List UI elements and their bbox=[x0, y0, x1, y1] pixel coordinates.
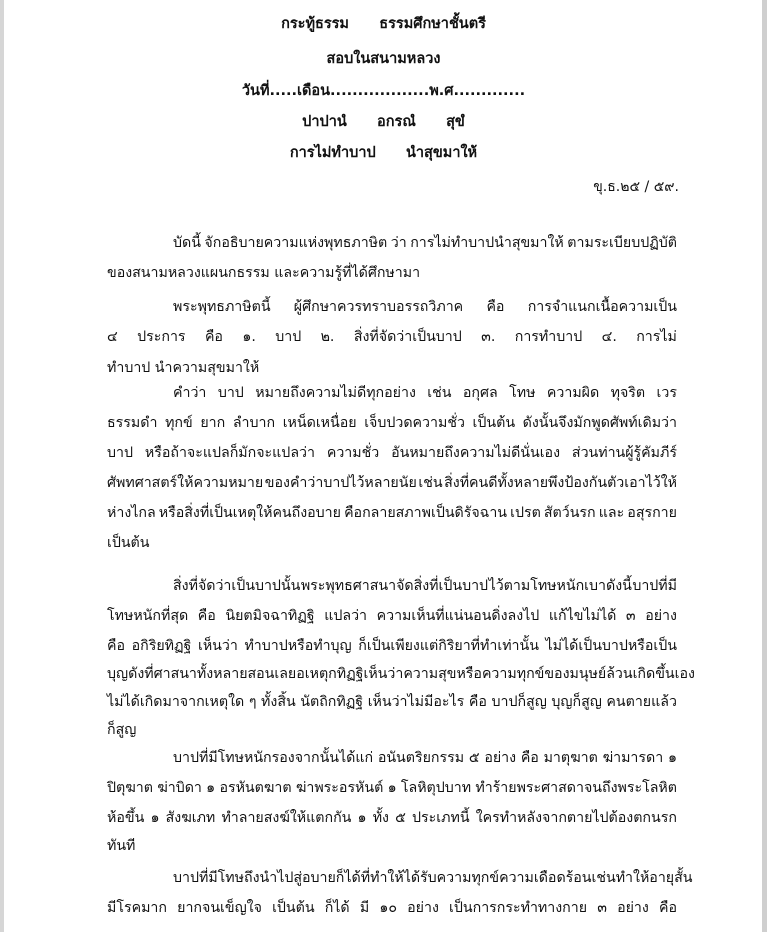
word: ๑ bbox=[206, 780, 216, 796]
word: เป็นการกระทำทางกาย bbox=[449, 900, 588, 916]
word: จักอธิบายความแห่งพุทธภาษิต bbox=[204, 235, 388, 251]
word: สิ่งที่คนดีทั้งหลายพึงป้องกันตัวเอาไว้ให้ bbox=[444, 475, 677, 491]
word: ทำบาป นำความสุขมาให้ bbox=[107, 360, 260, 376]
word: ห้อขึ้น bbox=[107, 810, 145, 826]
word: อกิริยทิฏฐิ bbox=[131, 638, 192, 654]
word: ประการ bbox=[137, 329, 186, 345]
word: ทั้ง bbox=[372, 810, 389, 826]
word: มี bbox=[359, 900, 370, 916]
word: ทั้งสิ้น bbox=[261, 694, 296, 710]
word: อเหตุกทิฏฐิ bbox=[296, 666, 364, 682]
text-line bbox=[107, 327, 677, 347]
word: ฆ่าพระอรหันต์ bbox=[295, 780, 384, 796]
word: สังฆเภท bbox=[165, 810, 216, 826]
word: ทำให้อายุสั้น bbox=[615, 870, 693, 886]
subtitle-line: สอบในสนามหลวง bbox=[326, 51, 441, 67]
word: ๔. bbox=[601, 329, 617, 345]
word: ความผิด bbox=[546, 385, 600, 401]
motto-translation: การไม่ทำบาป นำสุขมาให้ bbox=[289, 145, 478, 161]
word: ๕ bbox=[468, 750, 480, 766]
text-line bbox=[107, 836, 677, 856]
word: หรือสิ่งที่เป็นเหตุให้คนถึงอบาย bbox=[158, 505, 341, 521]
word: เวร bbox=[656, 385, 677, 401]
word: ๓ bbox=[597, 900, 607, 916]
word: การจำแนกเนื้อความเป็น bbox=[527, 299, 677, 315]
word: มาตุฆาต bbox=[543, 750, 598, 766]
text-line bbox=[173, 576, 677, 596]
word: คือ bbox=[197, 608, 216, 624]
text-line bbox=[173, 868, 693, 888]
word: ผู้ศึกษาควรทราบอรรถวิภาค bbox=[293, 299, 464, 315]
word: พระพุทธภาษิตนี้ bbox=[173, 299, 271, 315]
word: ประเภทนี้ bbox=[412, 810, 470, 826]
word: ห่างไกล bbox=[107, 505, 156, 521]
text-line bbox=[107, 606, 677, 626]
word: คนตายแล้ว bbox=[606, 694, 677, 710]
text-line bbox=[173, 748, 677, 768]
text-line bbox=[107, 636, 677, 656]
word: คือ bbox=[107, 638, 126, 654]
word: โลหิตุปบาท bbox=[400, 780, 472, 796]
word: อย่าง bbox=[407, 900, 439, 916]
word: คือ bbox=[658, 900, 677, 916]
word: ทุกข์ bbox=[165, 415, 193, 431]
word: การไม่ bbox=[636, 329, 677, 345]
word: เป็นต้น bbox=[472, 415, 516, 431]
word: อรหันตฆาต bbox=[219, 780, 292, 796]
pali-motto: ปาปานํ อกรณํ สุขํ bbox=[302, 114, 465, 130]
word: ๓. bbox=[481, 329, 496, 345]
word: อันหมายถึงความไม่ดีนั่นเอง bbox=[391, 445, 561, 461]
word: ทำบาปหรือทำบุญ bbox=[244, 638, 352, 654]
word: เช่น bbox=[418, 475, 443, 491]
word: ก็สูญ bbox=[107, 722, 137, 738]
word: ๑ bbox=[150, 810, 160, 826]
word: ๒. bbox=[320, 329, 335, 345]
word: นิยตมิจฉาทิฏฐิ bbox=[225, 608, 315, 624]
word: แปลว่า bbox=[324, 608, 368, 624]
word: บาปที่มีโทษถึงนำไปสู่อบายก็ได้ bbox=[173, 870, 361, 886]
word: ศัพทศาสตร์ให้ความหมาย bbox=[107, 475, 264, 491]
word: อกุศล bbox=[462, 385, 498, 401]
scripture-reference: ขุ.ธ.๒๕ / ๕๙. bbox=[593, 179, 679, 195]
word: เจ็บปวดความชั่ว bbox=[364, 415, 465, 431]
word: เห็นว่าความสุขหรือความทุกข์ของมนุษย์ล้วนเกิดขึ้นเอง bbox=[363, 666, 695, 682]
word: เห็นว่า bbox=[197, 638, 238, 654]
word: ๔ bbox=[107, 329, 118, 345]
word: การทำบาป bbox=[514, 329, 583, 345]
word: นัตถิกทิฏฐิ bbox=[300, 694, 364, 710]
word: ทำลายสงฆ์ให้แตกกัน bbox=[221, 810, 352, 826]
word: บาป bbox=[217, 385, 244, 401]
word: ๕ bbox=[395, 810, 406, 826]
word: ไม่ได้เกิดมาจากเหตุใด bbox=[107, 694, 245, 710]
word: ว่า bbox=[390, 235, 407, 251]
word: คือ bbox=[204, 329, 223, 345]
word: คือกลายสภาพเป็นดิรัจฉาน bbox=[344, 505, 507, 521]
text-line bbox=[107, 413, 677, 433]
word: อนันตริยกรรม bbox=[377, 750, 465, 766]
word: บาปก็สูญ bbox=[491, 694, 547, 710]
word: ส่วนท่านผู้รู้คัมภีร์ bbox=[571, 445, 677, 461]
word: ก็ได้ bbox=[324, 900, 350, 916]
word: สัตว์นรก bbox=[543, 505, 596, 521]
word: ทำร้ายพระศาสดาจนถึงพระโลหิต bbox=[475, 780, 677, 796]
word: บาปที่มีโทษหนักรองจากนั้นได้แก่ bbox=[173, 750, 374, 766]
word: พระพุทธศาสนาจัดสิ่งที่เป็นบาป bbox=[300, 578, 489, 594]
word: ที่ทำให้ได้รับความทุกข์ความเดือดร้อน bbox=[360, 870, 592, 886]
word: ความเห็นที่แน่นอนดิ่งลงไป bbox=[376, 608, 540, 624]
title-line: กระทู้ธรรม ธรรมศึกษาชั้นตรี bbox=[281, 16, 486, 32]
word: เหน็ดเหนื่อย bbox=[282, 415, 357, 431]
word: ธรรมดำ bbox=[107, 415, 158, 431]
page-edge-right bbox=[762, 0, 767, 932]
text-line bbox=[107, 503, 677, 523]
text-line bbox=[173, 297, 677, 317]
word: สิ่งที่จัดว่าเป็นบาปนั้น bbox=[173, 578, 301, 594]
text-line bbox=[107, 533, 677, 553]
text-line bbox=[107, 664, 695, 684]
word: บาป bbox=[107, 445, 133, 461]
word: ๑. bbox=[242, 329, 256, 345]
word: บาป bbox=[275, 329, 302, 345]
word: ของสนามหลวงแผนกธรรม และความรู้ที่ได้ศึกษามา bbox=[107, 265, 421, 281]
word: ดังนั้นจึงมักพูดศัพท์เดิมว่า bbox=[522, 415, 677, 431]
word: อย่าง bbox=[617, 900, 649, 916]
word: การไม่ทำบาปนำสุขมาให้ bbox=[410, 235, 564, 251]
word: หรือถ้าจะแปลก็มักจะแปลว่า bbox=[144, 445, 315, 461]
text-line bbox=[107, 720, 677, 740]
word: ๑๐ bbox=[379, 900, 397, 916]
word: แก้ไขไม่ได้ bbox=[548, 608, 617, 624]
word: ไม่ได้เป็นบาปหรือเป็น bbox=[545, 638, 677, 654]
word: เห็นว่าไม่มีอะไร bbox=[367, 694, 465, 710]
word: เป็นต้น bbox=[272, 900, 315, 916]
page-edge-left bbox=[0, 0, 4, 932]
word: อสุรกาย bbox=[627, 505, 677, 521]
word: ยาก bbox=[200, 415, 226, 431]
word: เช่น bbox=[591, 870, 616, 886]
word: คือ bbox=[486, 299, 505, 315]
word: สิ่งที่จัดว่าเป็นบาป bbox=[353, 329, 462, 345]
text-line bbox=[173, 383, 677, 403]
word: เช่น bbox=[427, 385, 452, 401]
word: ทันที bbox=[107, 838, 136, 854]
word: ของคำว่าบาปไว้หลายนัย bbox=[264, 475, 417, 491]
text-line bbox=[107, 808, 677, 828]
word: คำว่า bbox=[173, 385, 207, 401]
word: ฆ่าบิดา bbox=[157, 780, 202, 796]
word: ก็เป็นเพียงแต่กิริยาที่ทำเท่านั้น bbox=[358, 638, 539, 654]
word: เปรต bbox=[510, 505, 541, 521]
word: ปิตุฆาต bbox=[107, 780, 153, 796]
word: ลำบาก bbox=[232, 415, 276, 431]
word: ๆ bbox=[248, 694, 257, 710]
text-line bbox=[173, 233, 677, 253]
word: ๓ bbox=[625, 608, 636, 624]
text-line bbox=[107, 898, 677, 918]
word: ๑ bbox=[387, 780, 397, 796]
date-line: วันที่.....เดือน..................พ.ศ............. bbox=[241, 83, 526, 99]
word: โทษ bbox=[509, 385, 536, 401]
word: บัดนี้ bbox=[173, 235, 201, 251]
word: อย่าง bbox=[645, 608, 677, 624]
word: ใครทำหลังจากตายไปต้องตกนรก bbox=[475, 810, 677, 826]
word: เป็นต้น bbox=[107, 535, 150, 551]
word: ดังที่ศาสนาทั้งหลายสอนเลย bbox=[128, 666, 297, 682]
word: คือ bbox=[520, 750, 539, 766]
word: บุญก็สูญ bbox=[551, 694, 602, 710]
word: ความชั่ว bbox=[326, 445, 380, 461]
word: และ bbox=[598, 505, 625, 521]
word: หมายถึงความไม่ดีทุกอย่าง bbox=[255, 385, 416, 401]
word: อย่าง bbox=[484, 750, 517, 766]
text-line bbox=[107, 263, 677, 283]
text-line bbox=[107, 778, 677, 798]
word: ไว้ตามโทษหนักเบาดังนี้ bbox=[488, 578, 632, 594]
word: บาปที่มี bbox=[632, 578, 677, 594]
word: โทษหนักที่สุด bbox=[107, 608, 189, 624]
word: ๑ bbox=[357, 810, 367, 826]
word: ๑ bbox=[667, 750, 677, 766]
text-line bbox=[107, 358, 677, 378]
word: ยากจนเข็ญใจ bbox=[177, 900, 262, 916]
word: บุญ bbox=[107, 666, 129, 682]
word: คือ bbox=[468, 694, 487, 710]
word: มีโรคมาก bbox=[107, 900, 167, 916]
word: ตามระเบียบปฏิบัติ bbox=[567, 235, 677, 251]
text-line bbox=[107, 443, 677, 463]
text-line bbox=[107, 473, 677, 493]
word: ทุจริต bbox=[610, 385, 646, 401]
word: ฆ่ามารดา bbox=[602, 750, 664, 766]
text-line bbox=[107, 692, 677, 712]
